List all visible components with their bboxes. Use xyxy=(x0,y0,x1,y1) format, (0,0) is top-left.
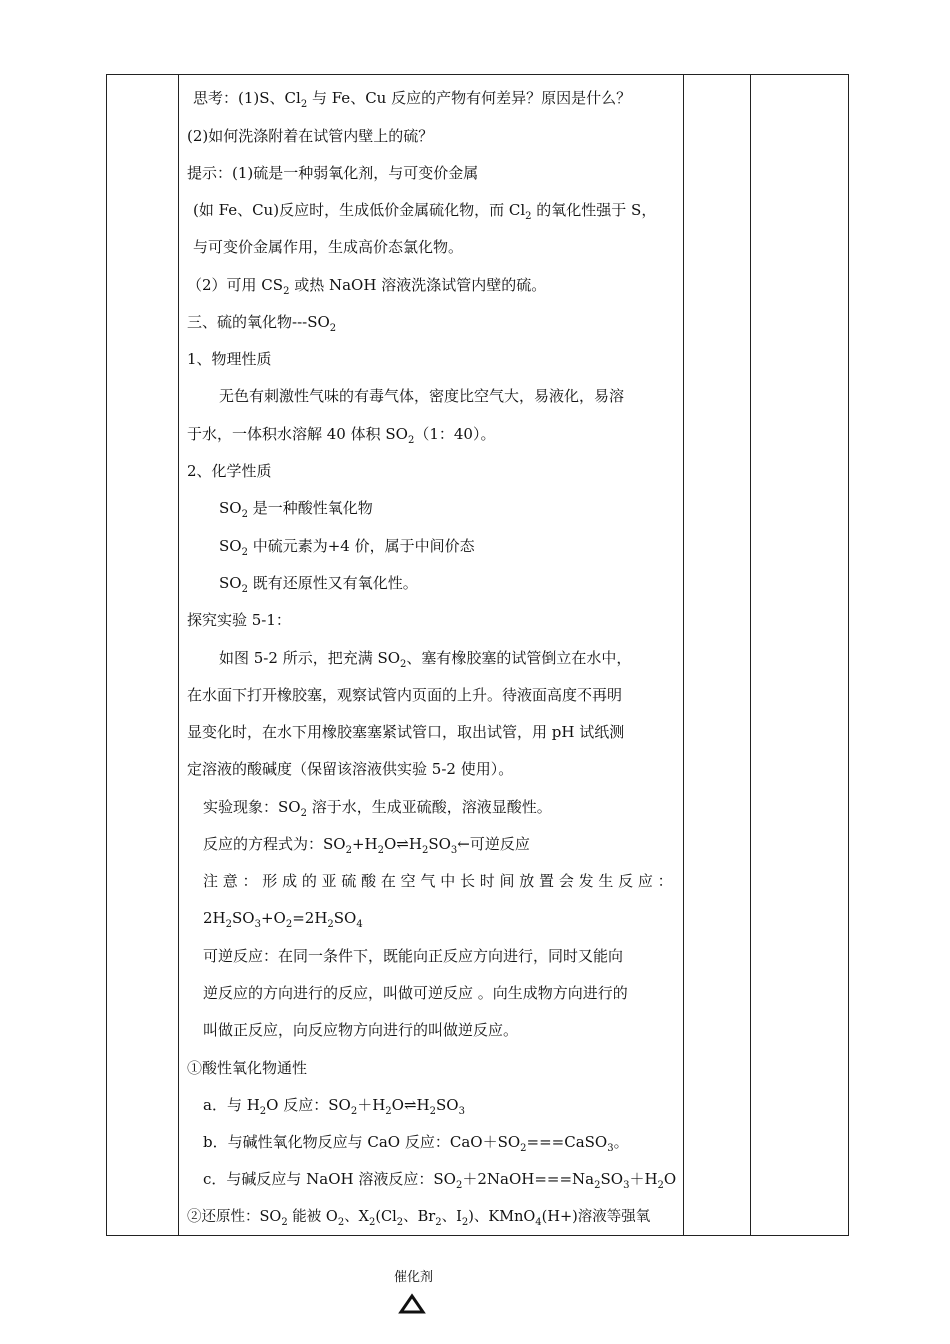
text-line: 如图 5-2 所示，把充满 $SO_2$、塞有橡胶塞的试管倒立在水中， xyxy=(219,649,632,670)
text-line: 于水，一体积水溶解 40 体积 $SO_2(1$：40）。 xyxy=(187,425,496,446)
equation-line: a．与 $H_2O$ 反应：$SO_2+H_2O\rightleftharpoons H_2SO_3$ xyxy=(203,1096,465,1117)
heat-triangle-icon xyxy=(398,1293,426,1315)
text-line: 与可变价金属作用，生成高价态氯化物。 xyxy=(193,238,464,256)
text-line: 在水面下打开橡胶塞，观察试管内页面的上升。待液面高度不再明 xyxy=(187,686,623,704)
catalyst-label: 催化剂 xyxy=(394,1270,434,1285)
text-line: $SO_2$ 既有还原性又有氧化性。 xyxy=(219,574,418,595)
text-line: 注 意 ： 形 成 的 亚 硫 酸 在 空 气 中 长 时 间 放 置 会 发 生 反 应 ： xyxy=(203,872,673,890)
text-line: 叫做正反应，向反应物方向进行的叫做逆反应。 xyxy=(203,1021,519,1039)
table-column-divider xyxy=(750,75,751,1235)
text-line: 实验现象：$SO_2$ 溶于水，生成亚硫酸，溶液显酸性。 xyxy=(203,798,552,819)
equation-line: ②还原性：$SO_2$ 能被 $O_2$、$X_2(Cl_2$、$Br_2$、$I_2$)、KMnO$_4$(H+)溶液等强氧 xyxy=(187,1209,651,1228)
text-line: 显变化时，在水下用橡胶塞塞紧试管口，取出试管，用 pH 试纸测 xyxy=(187,723,625,741)
equation-line: 反应的方程式为：$SO_2+H_2O\rightleftharpoons H_2SO_3\leftarrow$可逆反应 xyxy=(203,835,530,856)
text-line: （2）可用 $CS_2$ 或热 NaOH 溶液洗涤试管内壁的硫。 xyxy=(187,276,547,297)
text-line: 提示：(1)硫是一种弱氧化剂，与可变价金属 xyxy=(187,164,479,182)
subsection-heading: 1、物理性质 xyxy=(187,350,272,368)
text-line: ①酸性氧化物通性 xyxy=(187,1059,308,1077)
text-line: $SO_2$ 是一种酸性氧化物 xyxy=(219,499,373,520)
text-line: 思考：(1)S、$Cl_2$ 与 Fe、Cu 反应的产物有何差异？原因是什么？ xyxy=(193,89,632,110)
text-line: (2)如何洗涤附着在试管内壁上的硫？ xyxy=(187,127,434,145)
text-line: (如 Fe、Cu)反应时，生成低价金属硫化物，而 $Cl_2$ 的氧化性强于 S， xyxy=(193,201,657,222)
equation-line: $2H_2SO_3+O_2=2H_2SO_4$ xyxy=(203,909,363,930)
subsection-heading: 2、化学性质 xyxy=(187,462,272,480)
equation-line: c．与碱反应与 NaOH 溶液反应：$SO_2+2NaOH===Na_2SO_3+H_2O$ xyxy=(203,1170,677,1191)
document-table xyxy=(106,74,849,1236)
section-heading: 三、硫的氧化物$---SO_2$ xyxy=(187,313,337,334)
text-line: $SO_2$ 中硫元素为+4 价，属于中间价态 xyxy=(219,537,475,558)
equation-line: b．与碱性氧化物反应与 CaO 反应：$CaO+SO_2===CaSO_3$。 xyxy=(203,1133,629,1154)
text-line: 逆反应的方向进行的反应，叫做可逆反应 。向生成物方向进行的 xyxy=(203,984,628,1002)
text-line: 定溶液的酸碱度（保留该溶液供实验 5-2 使用）。 xyxy=(187,760,514,778)
text-line: 无色有刺激性气味的有毒气体，密度比空气大，易液化，易溶 xyxy=(219,387,625,405)
experiment-heading: 探究实验 5-1： xyxy=(187,611,291,629)
table-column-divider xyxy=(683,75,684,1235)
text-line: 可逆反应：在同一条件下，既能向正反应方向进行，同时又能向 xyxy=(203,947,624,965)
table-column-divider xyxy=(178,75,179,1235)
